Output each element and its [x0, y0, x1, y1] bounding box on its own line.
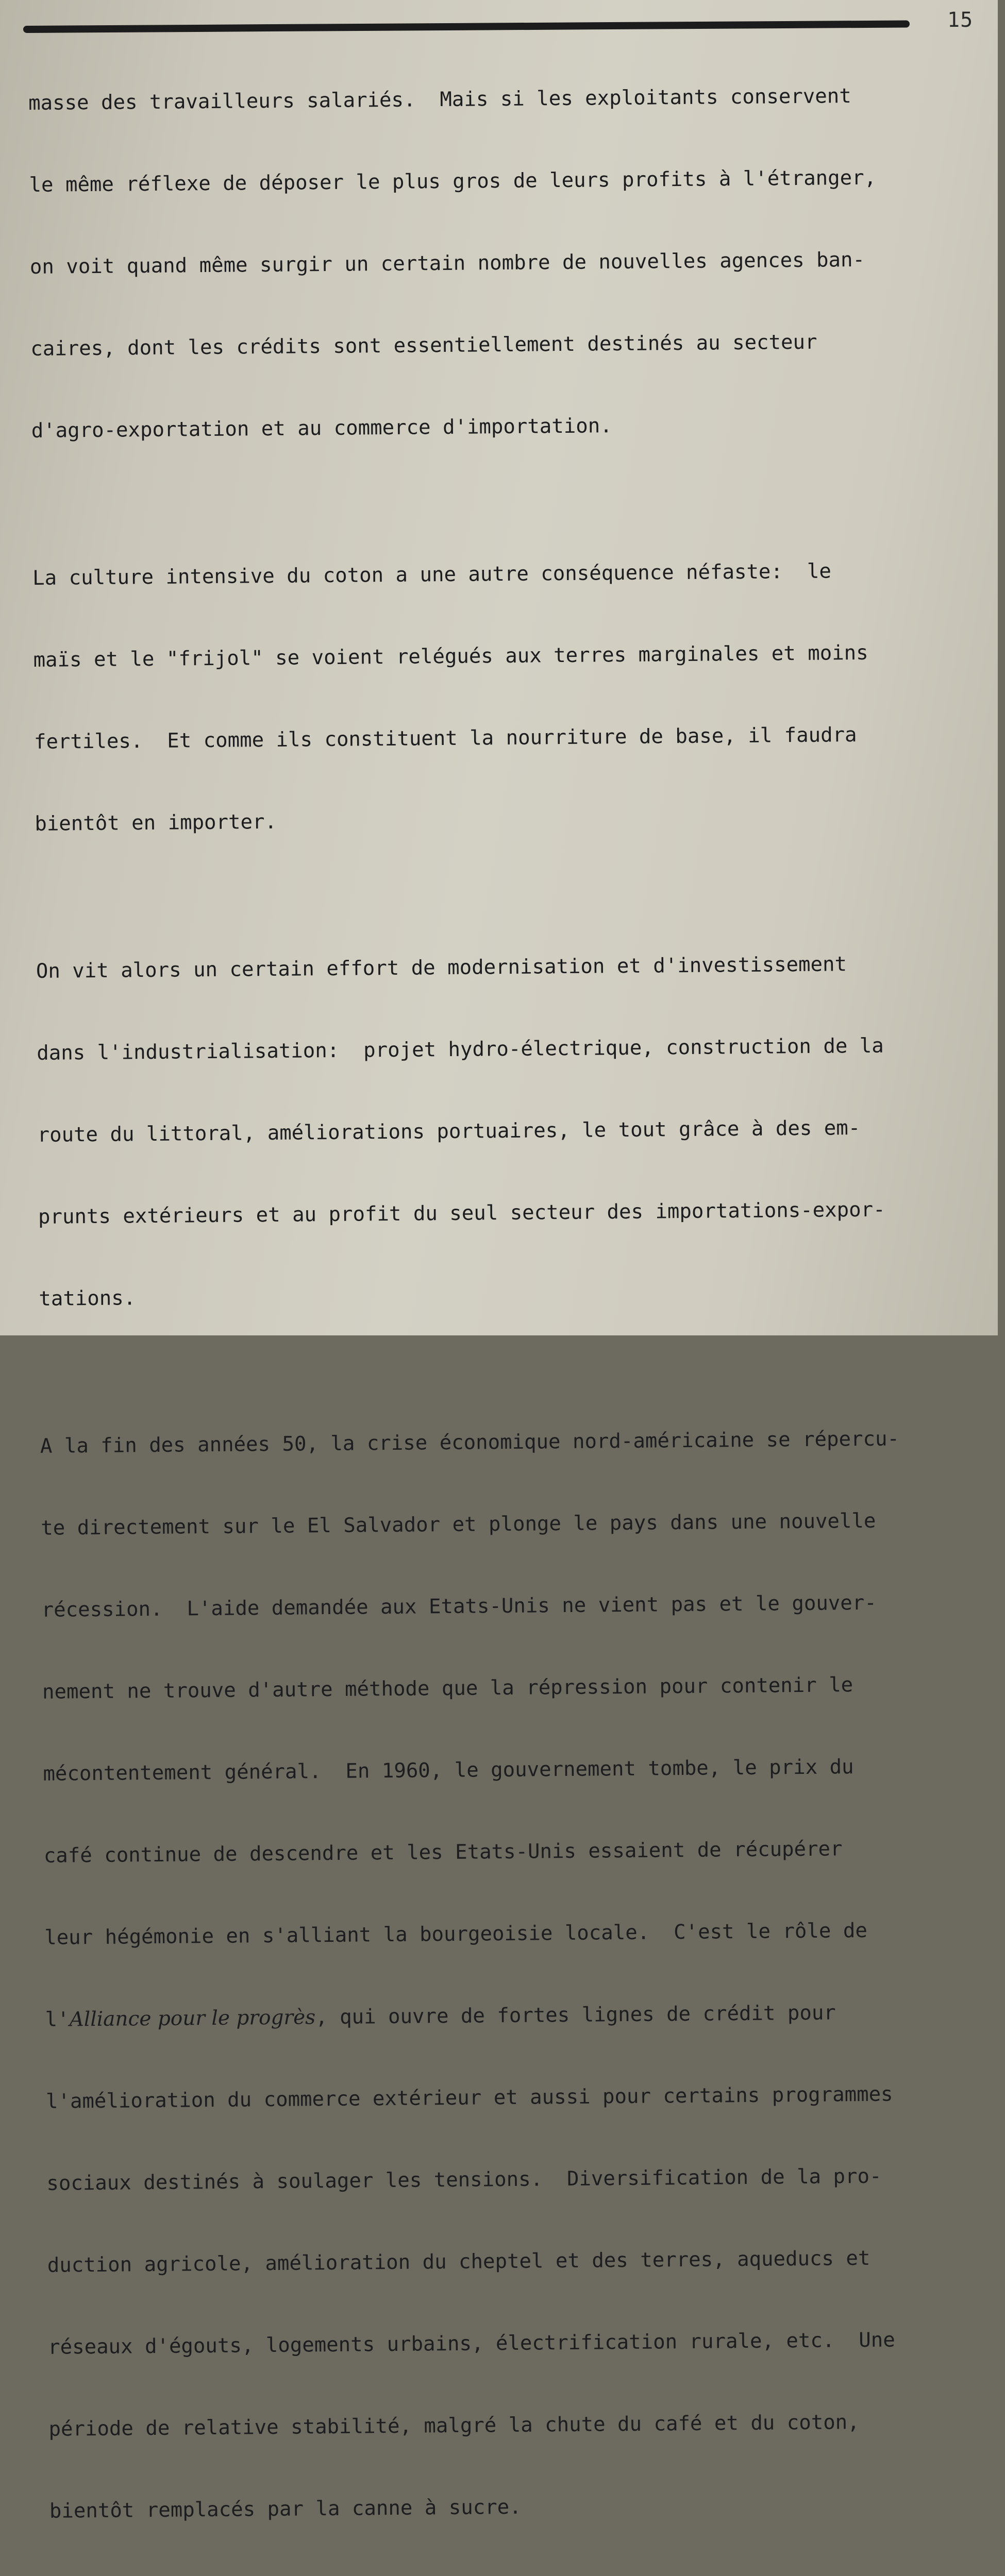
text-line: duction agricole, amélioration du cheptel et des terres, aqueducs et	[47, 2246, 870, 2277]
text-line: période de relative stabilité, malgré la chute du café et du coton,	[48, 2411, 860, 2441]
alliance-suffix: , qui ouvre de fortes lignes de crédit pour	[315, 2001, 836, 2029]
text-line: tations.	[39, 1286, 136, 1311]
text-line: réseaux d'égouts, logements urbains, électrification rurale, etc. Une	[47, 2328, 895, 2359]
text-line: leur hégémonie en s'alliant la bourgeoisie locale. C'est le rôle de	[44, 1919, 868, 1950]
text-line: café continue de descendre et les Etats-Unis essaient de récupérer	[43, 1837, 843, 1868]
text-line: d'agro-exportation et au commerce d'importation.	[31, 414, 612, 443]
text-line: te directement sur le El Salvador et plonge le pays dans une nouvelle	[41, 1509, 876, 1540]
paragraph	[32, 502, 978, 892]
text-line: prunts extérieurs et au profit du seul secteur des importations-expor-	[38, 1198, 885, 1229]
text-line: récession. L'aide demandée aux Etats-Unis ne vient pas et le gouver-	[41, 1591, 877, 1622]
text-line: caires, dont les crédits sont essentiellement destinés au secteur	[30, 330, 817, 361]
text-line: route du littoral, améliorations portuaires, le tout grâce à des em-	[37, 1116, 861, 1147]
text-line: l'amélioration du commerce extérieur et aussi pour certains programmes	[45, 2082, 893, 2113]
text-line: nement ne trouve d'autre méthode que la répression pour contenir le	[42, 1673, 853, 1704]
text-line: masse des travailleurs salariés. Mais si les exploitants conservent	[28, 84, 851, 115]
text-line: mécontentement général. En 1960, le gouvernement tombe, le prix du	[43, 1755, 854, 1786]
alliance-title: Alliance pour le progrès	[69, 2006, 316, 2031]
text-line: A la fin des années 50, la crise économique nord-américaine se répercu-	[40, 1427, 900, 1458]
document-body	[28, 27, 1005, 2576]
text-line: dans l'industrialisation: projet hydro-électrique, construction de la	[37, 1034, 884, 1065]
page-number: 15	[947, 8, 974, 32]
text-line: sociaux destinés à soulager les tensions. Diversification de la pro-	[46, 2164, 882, 2195]
text-line: bientôt en importer.	[35, 810, 277, 836]
text-line: on voit quand même surgir un certain nombre de nouvelles agences ban-	[29, 248, 865, 279]
text-line: bientôt remplacés par la canne à sucre.	[49, 2495, 522, 2523]
text-line-alliance	[45, 1998, 988, 2033]
paragraph	[36, 895, 983, 1367]
text-line: le même réflexe de déposer le plus gros de leurs profits à l'étranger,	[29, 166, 877, 197]
text-line: La culture intensive du coton a une autre conséquence néfaste: le	[32, 560, 832, 590]
text-line: On vit alors un certain effort de modernisation et d'investissement	[36, 953, 847, 983]
alliance-prefix: l'	[45, 2008, 70, 2031]
text-line: fertiles. Et comme ils constituent la nourriture de base, il faudra	[34, 723, 857, 754]
paragraph	[28, 27, 975, 499]
text-line: maïs et le "frijol" se voient relégués aux terres marginales et moins	[33, 641, 868, 672]
paragraph	[40, 1370, 993, 2576]
